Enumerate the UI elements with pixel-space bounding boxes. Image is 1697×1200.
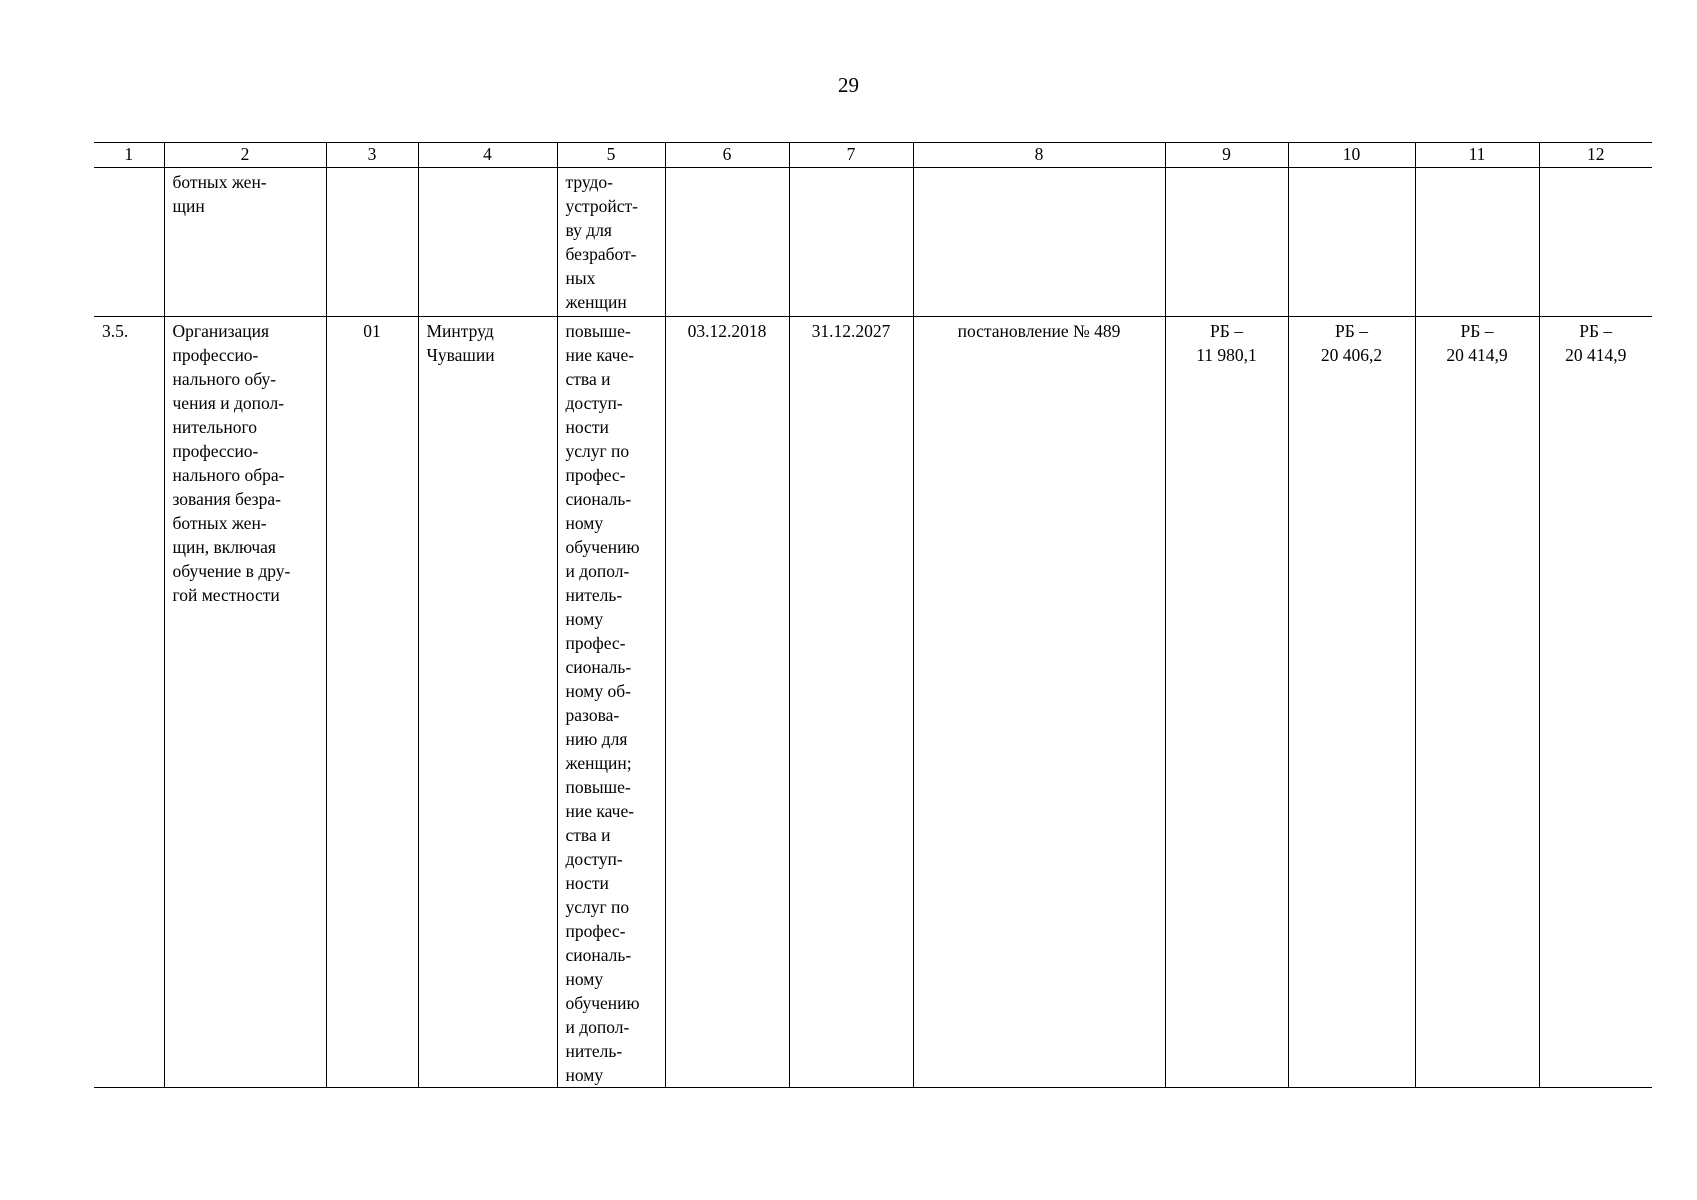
text-line: и допол- (565, 1017, 630, 1037)
table-row-3-5 (94, 317, 1652, 1088)
cell-executor (418, 317, 557, 1088)
text-line: 11 980,1 (1196, 345, 1257, 365)
text-line: нительного (172, 417, 257, 437)
cell-empty (1165, 168, 1288, 317)
text-line: ному (565, 609, 604, 629)
column-header: 6 (665, 143, 789, 168)
cell-finance-10 (1288, 317, 1415, 1088)
text-line: нию для (565, 729, 628, 749)
column-header: 4 (418, 143, 557, 168)
text-line: ному об- (565, 681, 631, 701)
column-header: 2 (164, 143, 326, 168)
text-line: зования безра- (172, 489, 281, 509)
cell-finance-12 (1539, 317, 1652, 1088)
text-line: нального обра- (172, 465, 285, 485)
text-line: обучение в дру- (172, 561, 291, 581)
text-line: РБ – (1460, 321, 1494, 341)
cell-start-date: 03.12.2018 (665, 317, 789, 1088)
cell-code: 01 (326, 317, 418, 1088)
text-line: РБ – (1335, 321, 1368, 341)
text-line: обучению (565, 537, 640, 557)
text-line: женщин; (565, 753, 632, 773)
text-line: разова- (565, 705, 620, 725)
text-line: повыше- (565, 777, 631, 797)
text-line: Минтруд (426, 321, 494, 341)
text-line: РБ – (1579, 321, 1613, 341)
cell-empty (1539, 168, 1652, 317)
column-header: 5 (557, 143, 665, 168)
cell-empty (665, 168, 789, 317)
cell-empty (1415, 168, 1539, 317)
column-header: 9 (1165, 143, 1288, 168)
text-line: ние каче- (565, 801, 635, 821)
column-header: 1 (94, 143, 164, 168)
text-line: профес- (565, 633, 626, 653)
cell-expected-result (557, 317, 665, 1088)
text-line: ву для (565, 220, 612, 240)
text-line: ства и (565, 825, 611, 845)
text-line: ных (565, 268, 596, 288)
text-line: ному (565, 1065, 604, 1085)
text-line: безработ- (565, 244, 637, 264)
text-line: доступ- (565, 849, 623, 869)
cell-empty (913, 168, 1165, 317)
text-line: Чувашии (426, 345, 495, 365)
cell-name-continued (164, 168, 326, 317)
column-header: 12 (1539, 143, 1652, 168)
text-line: трудо- (565, 172, 614, 192)
text-line: ности (565, 873, 609, 893)
column-header: 11 (1415, 143, 1539, 168)
text-line: щин (172, 196, 205, 216)
text-line: повыше- (565, 321, 631, 341)
text-line: ному (565, 969, 604, 989)
text-line: и допол- (565, 561, 630, 581)
cell-empty (418, 168, 557, 317)
text-line: ние каче- (565, 345, 635, 365)
text-line: ботных жен- (172, 513, 267, 533)
text-line: услуг по (565, 897, 630, 917)
text-line: обучению (565, 993, 640, 1013)
cell-finance-11 (1415, 317, 1539, 1088)
text-line: ному (565, 513, 604, 533)
cell-document: постановление № 489 (913, 317, 1165, 1088)
text-line: ства и (565, 369, 611, 389)
text-line: женщин (565, 292, 627, 312)
text-line: услуг по (565, 441, 630, 461)
text-line: профес- (565, 921, 626, 941)
text-line: ности (565, 417, 609, 437)
column-header: 3 (326, 143, 418, 168)
text-line: 20 414,9 (1446, 345, 1508, 365)
column-header: 10 (1288, 143, 1415, 168)
column-number-row (94, 143, 1652, 168)
text-line: сиональ- (565, 657, 632, 677)
text-line: сиональ- (565, 945, 632, 965)
text-line: доступ- (565, 393, 623, 413)
text-line: щин, включая (172, 537, 276, 557)
column-header: 7 (789, 143, 913, 168)
text-line: профес- (565, 465, 626, 485)
cell-result-continued (557, 168, 665, 317)
cell-finance-9 (1165, 317, 1288, 1088)
cell-empty (789, 168, 913, 317)
text-line: РБ – (1210, 321, 1243, 341)
text-line: ботных жен- (172, 172, 267, 192)
text-line: 20 406,2 (1320, 345, 1383, 365)
cell-empty (326, 168, 418, 317)
text-line: устройст- (565, 196, 638, 216)
text-line: 20 414,9 (1565, 345, 1627, 365)
cell-measure-name (164, 317, 326, 1088)
text-line: профессио- (172, 345, 259, 365)
cell-number: 3.5. (94, 317, 164, 1088)
continuation-row (94, 168, 1652, 317)
page-number: 29 (838, 73, 859, 97)
text-line: чения и допол- (172, 393, 285, 413)
text-line: сиональ- (565, 489, 632, 509)
text-line: нитель- (565, 585, 623, 605)
text-line: гой местности (172, 585, 280, 605)
text-line: нитель- (565, 1041, 623, 1061)
text-line: профессио- (172, 441, 259, 461)
cell-empty (94, 168, 164, 317)
column-header: 8 (913, 143, 1165, 168)
text-line: Организация (172, 321, 270, 341)
text-line: нального обу- (172, 369, 277, 389)
cell-end-date: 31.12.2027 (789, 317, 913, 1088)
document-table (94, 142, 1652, 1088)
cell-empty (1288, 168, 1415, 317)
